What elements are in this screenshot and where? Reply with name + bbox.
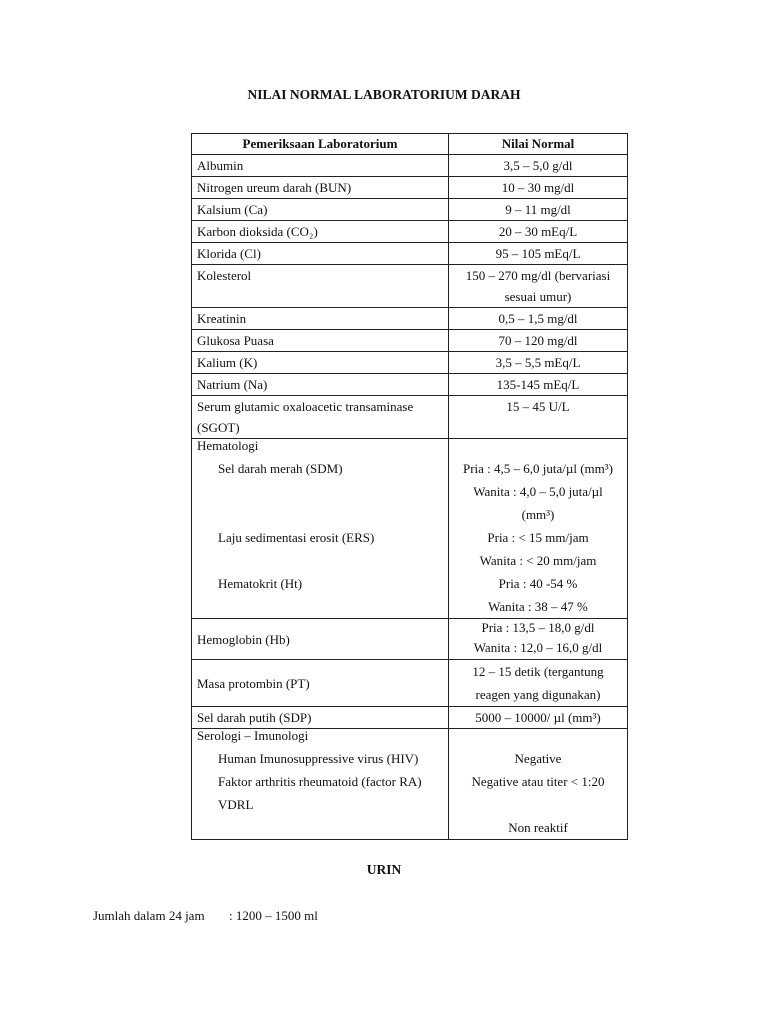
test-name: Kalium (K) (192, 352, 449, 374)
header-normal-value: Nilai Normal (449, 134, 628, 155)
sdm-name: Sel darah merah (SDM) (218, 461, 343, 476)
sdm-value-unit: (mm³) (521, 507, 555, 522)
test-value: 10 – 30 mg/dl (449, 177, 628, 199)
table-row (192, 265, 628, 308)
test-value: 9 – 11 mg/dl (449, 199, 628, 221)
urin-volume-row (93, 908, 318, 924)
test-value: 3,5 – 5,5 mEq/L (449, 352, 628, 374)
urin-volume-label: Jumlah dalam 24 jam (93, 908, 205, 923)
urin-title: URIN (366, 862, 402, 877)
ers-name: Laju sedimentasi erosit (ERS) (218, 530, 375, 545)
sdm-value-pria: Pria : 4,5 – 6,0 juta/µl (mm³) (462, 461, 614, 476)
hematologi-row (192, 439, 628, 619)
test-value: 3,5 – 5,0 g/dl (449, 155, 628, 177)
test-name: Kolesterol (192, 265, 449, 308)
test-value: 0,5 – 1,5 mg/dl (449, 308, 628, 330)
test-name: Kalsium (Ca) (192, 199, 449, 221)
test-name: Albumin (192, 155, 449, 177)
table-row (192, 374, 628, 396)
ra-value: Negative atau titer < 1:20 (471, 774, 605, 789)
table-row (192, 396, 628, 439)
sdm-value-wanita: Wanita : 4,0 – 5,0 juta/µl (473, 484, 603, 499)
sdp-name: Sel darah putih (SDP) (192, 707, 449, 729)
table-row (192, 221, 628, 243)
header-test: Pemeriksaan Laboratorium (192, 134, 449, 155)
hb-values (449, 619, 628, 660)
test-name: Karbon dioksida (CO₂) (192, 221, 449, 243)
test-name: Natrium (Na) (192, 374, 449, 396)
serologi-cell (192, 729, 449, 840)
test-value: 150 – 270 mg/dl (bervariasi sesuai umur) (449, 265, 628, 308)
hb-name: Hemoglobin (Hb) (192, 619, 449, 660)
vdrl-name: VDRL (218, 797, 254, 812)
hb-value-pria: Pria : 13,5 – 18,0 g/dl (481, 620, 595, 635)
hiv-value: Negative (514, 751, 562, 766)
serologi-label: Serologi – Imunologi (197, 728, 309, 743)
hematologi-label: Hematologi (197, 438, 259, 453)
sdp-value: 5000 – 10000/ µl (mm³) (449, 707, 628, 729)
test-value: 70 – 120 mg/dl (449, 330, 628, 352)
page-title: NILAI NORMAL LABORATORIUM DARAH (247, 87, 521, 102)
pt-name: Masa protombin (PT) (192, 660, 449, 707)
test-value: 20 – 30 mEq/L (449, 221, 628, 243)
table-row (192, 308, 628, 330)
ers-value-pria: Pria : < 15 mm/jam (487, 530, 589, 545)
urin-volume-value: : 1200 – 1500 ml (229, 908, 318, 923)
ht-value-pria: Pria : 40 -54 % (498, 576, 578, 591)
table-row (192, 352, 628, 374)
test-name: Glukosa Puasa (192, 330, 449, 352)
table-row (192, 243, 628, 265)
table-row (192, 199, 628, 221)
hematologi-values (449, 439, 628, 619)
ra-name: Faktor arthritis rheumatoid (factor RA) (218, 774, 422, 789)
test-name: Nitrogen ureum darah (BUN) (192, 177, 449, 199)
table-header-row (192, 134, 628, 155)
test-name: Klorida (Cl) (192, 243, 449, 265)
test-value: 135-145 mEq/L (449, 374, 628, 396)
serologi-values (449, 729, 628, 840)
lab-values-table (191, 133, 628, 840)
test-value: 15 – 45 U/L (449, 396, 628, 439)
table-row (192, 155, 628, 177)
test-name: Serum glutamic oxaloacetic transaminase (SGOT) (192, 396, 449, 439)
test-value: 95 – 105 mEq/L (449, 243, 628, 265)
vdrl-value: Non reaktif (508, 820, 568, 835)
ers-value-wanita: Wanita : < 20 mm/jam (479, 553, 597, 568)
table-row (192, 707, 628, 729)
hb-value-wanita: Wanita : 12,0 – 16,0 g/dl (473, 640, 603, 655)
ht-name: Hematokrit (Ht) (218, 576, 303, 591)
serologi-row (192, 729, 628, 840)
table-row (192, 177, 628, 199)
table-row (192, 660, 628, 707)
pt-value: 12 – 15 detik (tergantung reagen yang digunakan) (449, 660, 628, 707)
ht-value-wanita: Wanita : 38 – 47 % (488, 599, 588, 614)
hiv-name: Human Imunosuppressive virus (HIV) (218, 751, 419, 766)
table-row (192, 619, 628, 660)
table-row (192, 330, 628, 352)
test-name: Kreatinin (192, 308, 449, 330)
hematologi-cell (192, 439, 449, 619)
